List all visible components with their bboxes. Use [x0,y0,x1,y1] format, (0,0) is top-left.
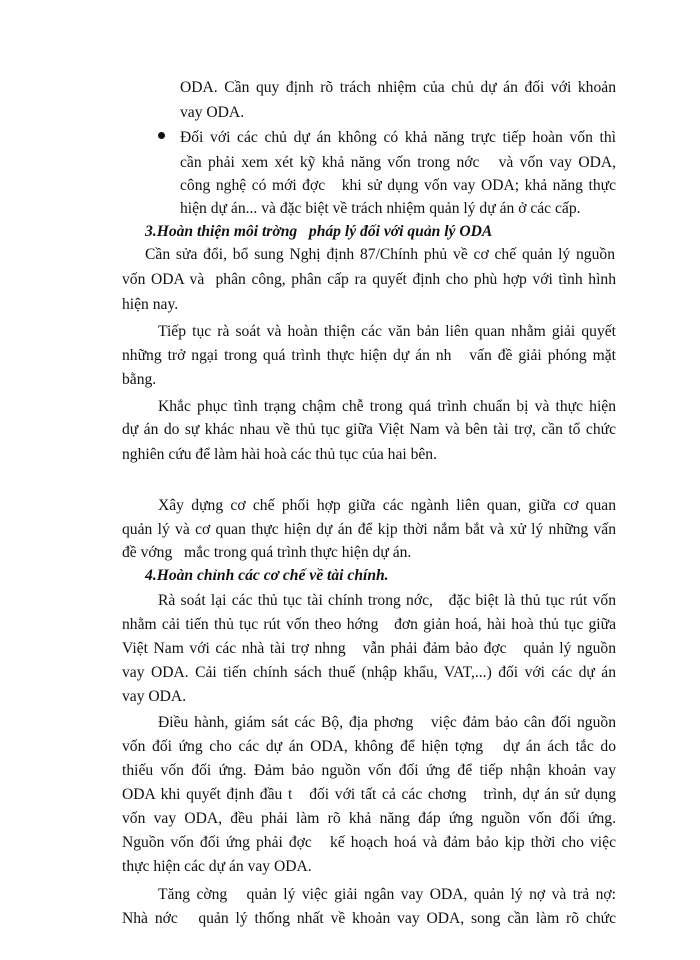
text-line: những trở ngại trong quá trình thực hiện dự án nh vấn đề giải phóng mặt [122,347,616,364]
text-line: Tăng cờng quản lý việc giải ngân vay ODA, quản lý nợ và trả nợ: [158,886,616,903]
text-line: hiện nay. [122,296,179,313]
text-line: vay ODA. [180,104,245,121]
text-line: nghiên cứu để làm hài hoà các thủ tục của hai bên. [122,446,438,463]
text-line: Xây dựng cơ chế phối hợp giữa các ngành liên quan, giữa cơ quan [158,497,616,514]
text-line: Đối với các chủ dự án không có khả năng trực tiếp hoàn vốn thì [180,129,616,146]
text-line: dự án do sự khác nhau về thủ tục giữa Việt Nam và bên tài trợ, cần tổ chức [122,421,616,438]
text-line: Nguồn vốn đối ứng phải đợc kế hoạch hoá và đảm bảo kịp thời cho việc [122,834,616,851]
text-line: Nhà nớc quản lý thống nhất về khoản vay ODA, song cần làm rõ chức [122,910,616,927]
text-line: bằng. [122,371,157,388]
text-line: Rà soát lại các thủ tục tài chính trong nớc, đặc biệt là thủ tục rút vốn [158,592,616,609]
text-line: thực hiện các dự án vay ODA. [122,858,312,875]
text-line: vay ODA. Cải tiến chính sách thuế (nhập khẩu, VAT,...) đối với các dự án [122,664,616,681]
text-line: thiếu vốn đối ứng. Đảm bảo nguồn vốn đối ứng để tiếp nhận khoản vay [122,762,616,779]
text-line: vay ODA. [122,688,187,705]
text-line: đề vớng mắc trong quá trình thực hiện dự án. [122,544,412,561]
text-line: hiện dự án... và đặc biệt về trách nhiệm quản lý dự án ở các cấp. [180,200,581,217]
text-line: quản lý và cơ quan thực hiện dự án để kịp thời nắm bắt và xử lý những vấn [122,521,616,538]
text-line: vốn ODA và phân công, phân cấp ra quyết định cho phù hợp với tình hình [122,271,616,288]
section-heading: 3.Hoàn thiện môi trờng pháp lý đối với quản lý ODA [145,223,493,240]
text-line: Tiếp tục rà soát và hoàn thiện các văn bản liên quan nhằm giải quyết [158,323,616,340]
text-line: cần phải xem xét kỹ khả năng vốn trong nớc và vốn vay ODA, [180,154,616,171]
text-line: ODA khi quyết định đầu t đối với tất cả các chơng trình, dự án sử dụng [122,786,616,803]
section-heading: 4.Hoàn chỉnh các cơ chế về tài chính. [145,567,389,584]
text-line: công nghệ có mới đợc khi sử dụng vốn vay ODA; khả năng thực [180,177,616,194]
text-line: Việt Nam với các nhà tài trợ nhng vẫn phải đảm bảo đợc quản lý nguồn [122,640,616,657]
text-line: vốn vay ODA, đều phải làm rõ khả năng đáp ứng nguồn vốn đối ứng. [122,810,616,827]
text-line: vốn đối ứng cho các dự án ODA, không để hiện tợng dự án ách tắc do [122,738,616,755]
text-line: Điều hành, giám sát các Bộ, địa phơng việc đảm bảo cân đối nguồn [158,714,616,731]
text-line: nhằm cải tiến thủ tục rút vốn theo hớng đơn giản hoá, hài hoà thủ tục giữa [122,616,616,633]
text-line: Khắc phục tình trạng chậm chễ trong quá trình chuẩn bị và thực hiện [158,398,616,415]
bullet-icon [158,132,165,139]
text-line: Cần sửa đổi, bổ sung Nghị định 87/Chính phủ về cơ chế quản lý nguồn [145,246,615,263]
text-line: ODA. Cần quy định rõ trách nhiệm của chủ dự án đối với khoản [180,79,616,96]
